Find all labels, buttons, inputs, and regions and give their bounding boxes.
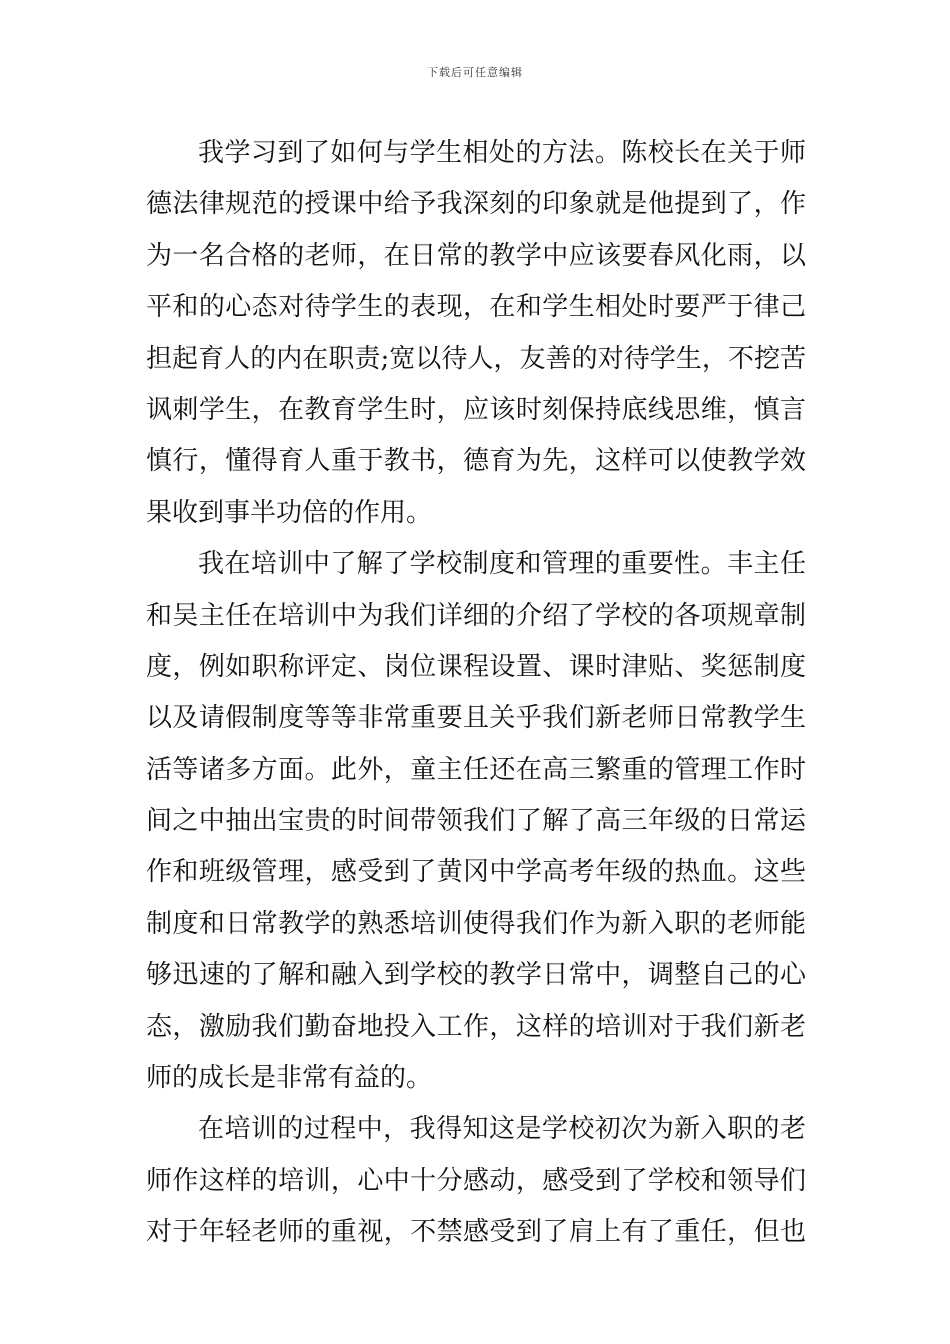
paragraph-line: 师的成长是非常有益的。: [146, 1063, 433, 1094]
paragraph-line: 讽刺学生，在教育学生时，应该时刻保持底线思维，慎言: [146, 394, 806, 425]
paragraph-line: 活等诸多方面。此外，童主任还在高三繁重的管理工作时: [146, 754, 806, 785]
paragraph-line: 担起育人的内在职责;宽以待人，友善的对待学生，不挖苦: [146, 343, 806, 374]
page-header: 下载后可任意编辑: [427, 66, 523, 79]
paragraph-line: 态，激励我们勤奋地投入工作，这样的培训对于我们新老: [146, 1011, 806, 1042]
paragraph-line: 度，例如职称评定、岗位课程设置、课时津贴、奖惩制度: [146, 651, 806, 682]
paragraph-1: [146, 128, 806, 539]
paragraph-line: 果收到事半功倍的作用。: [146, 497, 433, 528]
paragraph-line: 平和的心态对待学生的表现，在和学生相处时要严于律己: [146, 292, 806, 323]
paragraph-line: 我在培训中了解了学校制度和管理的重要性。丰主任: [198, 549, 806, 580]
document-body: [146, 128, 806, 1259]
paragraph-3: [146, 1104, 806, 1258]
paragraph-line: 为一名合格的老师，在日常的教学中应该要春风化雨，以: [146, 240, 806, 271]
paragraph-line: 间之中抽出宝贵的时间带领我们了解了高三年级的日常运: [146, 806, 806, 837]
paragraph-line: 够迅速的了解和融入到学校的教学日常中，调整自己的心: [146, 960, 806, 991]
paragraph-line: 在培训的过程中，我得知这是学校初次为新入职的老: [198, 1114, 806, 1145]
paragraph-line: 和吴主任在培训中为我们详细的介绍了学校的各项规章制: [146, 600, 806, 631]
paragraph-line: 慎行，懂得育人重于教书，德育为先，这样可以使教学效: [146, 446, 806, 477]
paragraph-line: 我学习到了如何与学生相处的方法。陈校长在关于师: [198, 138, 806, 168]
paragraph-line: 师作这样的培训，心中十分感动，感受到了学校和领导们: [146, 1165, 806, 1196]
paragraph-line: 制度和日常教学的熟悉培训使得我们作为新入职的老师能: [146, 908, 806, 939]
paragraph-line: 德法律规范的授课中给予我深刻的印象就是他提到了，作: [146, 189, 806, 220]
paragraph-line: 对于年轻老师的重视，不禁感受到了肩上有了重任，但也: [146, 1217, 806, 1248]
paragraph-line: 以及请假制度等等非常重要且关乎我们新老师日常教学生: [146, 703, 806, 734]
paragraph-2: [146, 539, 806, 1104]
paragraph-line: 作和班级管理，感受到了黄冈中学高考年级的热血。这些: [146, 857, 806, 888]
